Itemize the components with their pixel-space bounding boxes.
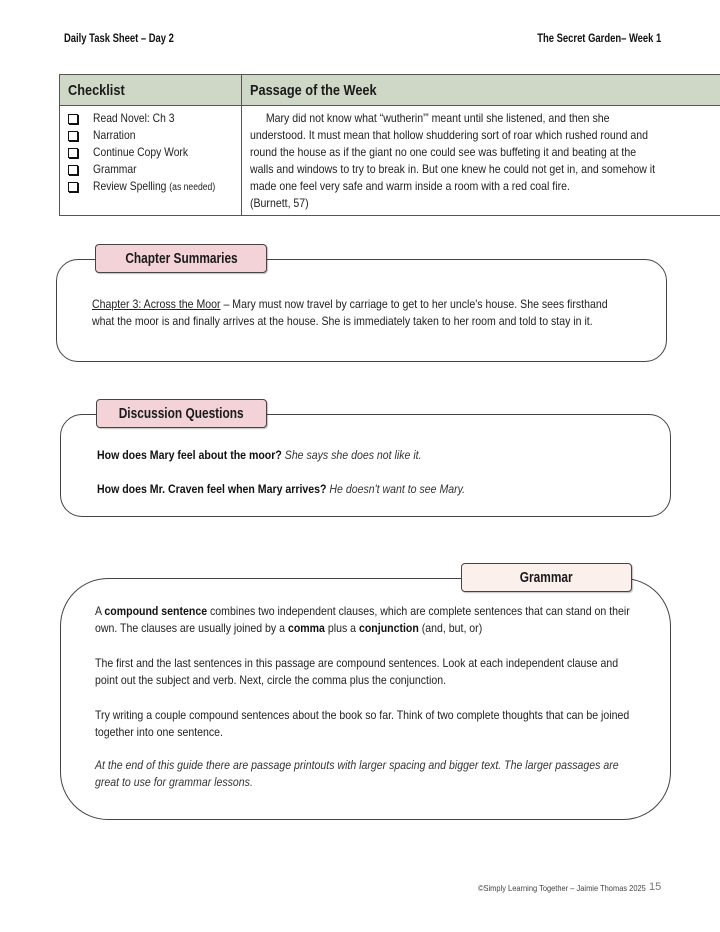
checklist-header: Checklist bbox=[60, 75, 242, 106]
discussion-questions-title: Discussion Questions bbox=[119, 405, 244, 422]
checkbox-icon[interactable] bbox=[68, 182, 78, 192]
passage-text: Mary did not know what “wutherin'” meant until she listened, and then she understood. It must mean that hollow shuddering sort of roar which rushed round and round the house as if the giant no one could see was buffeting it and beating at the walls and windows to try to break in. But one knew he could not get in, and somehow it made one feel very safe and warm inside a room with a red coal fire. (Burnett, 57) bbox=[250, 111, 656, 210]
checklist-item[interactable] bbox=[68, 127, 235, 144]
checkbox-icon[interactable] bbox=[68, 114, 78, 124]
chapter-summaries-title: Chapter Summaries bbox=[124, 250, 238, 267]
grammar-paragraph-3: Try writing a couple compound sentences about the book so far. Think of two complete thoughts that can be joined together into one sentence. bbox=[95, 708, 630, 739]
checklist bbox=[68, 110, 235, 195]
answer-text: He doesn't want to see Mary. bbox=[329, 482, 466, 496]
checklist-cell bbox=[60, 106, 242, 216]
term-comma: comma bbox=[287, 621, 325, 635]
discussion-question bbox=[97, 447, 625, 464]
checklist-item[interactable] bbox=[68, 178, 235, 195]
passage-citation: (Burnett, 57) bbox=[250, 196, 309, 210]
checklist-item-label: Read Novel: Ch 3 bbox=[93, 111, 175, 125]
chapter-summary: – Mary must now travel by carriage to get to her uncle's house. She sees firsthand what the moor is and finally arrives at the house. She is immediately taken to her room and told to stay in it. bbox=[92, 297, 608, 328]
grammar-tag bbox=[461, 563, 632, 592]
book-week-title: The Secret Garden– Week 1 bbox=[536, 33, 661, 45]
term-conjunction: conjunction bbox=[358, 621, 419, 635]
checklist-item-label: Narration bbox=[93, 128, 136, 142]
passage-cell bbox=[242, 106, 720, 216]
page-number: 15 bbox=[649, 881, 662, 893]
checklist-passage-table bbox=[59, 74, 720, 216]
question-text: How does Mr. Craven feel when Mary arrives? bbox=[97, 482, 327, 496]
grammar-title: Grammar bbox=[520, 569, 573, 586]
chapter-label: Chapter 3: Across the Moor bbox=[92, 297, 221, 311]
checkbox-icon[interactable] bbox=[68, 148, 78, 158]
grammar-paragraph-2: The first and the last sentences in this passage are compound sentences. Look at each independent clause and point out the subject and verb. Next, circle the comma plus the conjunction. bbox=[95, 656, 619, 687]
discussion-questions-tag bbox=[96, 399, 267, 428]
question-text: How does Mary feel about the moor? bbox=[97, 448, 282, 462]
answer-text: She says she does not like it. bbox=[284, 448, 422, 462]
checklist-item[interactable] bbox=[68, 110, 235, 127]
checkbox-icon[interactable] bbox=[68, 165, 78, 175]
chapter-summary-text bbox=[92, 296, 624, 330]
checklist-item-note: (as needed) bbox=[169, 181, 216, 193]
copyright-text: ©Simply Learning Together – Jaimie Thomas 2025 bbox=[478, 883, 646, 893]
term-compound-sentence: compound sentence bbox=[104, 604, 208, 618]
passage-header: Passage of the Week bbox=[242, 75, 720, 106]
checklist-item-label: Grammar bbox=[93, 162, 137, 176]
checklist-item-label: Continue Copy Work bbox=[93, 145, 189, 159]
discussion-questions-frame bbox=[60, 414, 671, 517]
checklist-item[interactable] bbox=[68, 144, 235, 161]
checklist-item-label: Review Spelling bbox=[93, 178, 167, 193]
checklist-item[interactable] bbox=[68, 161, 235, 178]
grammar-paragraph-1: A compound sentence combines two independent clauses, which are complete sentences that can stand on their own. The clauses are usually joined by a comma plus a conjunction (and, but, or) bbox=[95, 604, 630, 635]
checkbox-icon[interactable] bbox=[68, 131, 78, 141]
grammar-note: At the end of this guide there are passage printouts with larger spacing and bigger text. The larger passages are great to use for grammar lessons. bbox=[95, 758, 619, 789]
discussion-question bbox=[97, 481, 625, 498]
chapter-summaries-tag bbox=[95, 244, 267, 273]
sheet-title: Daily Task Sheet – Day 2 bbox=[64, 33, 174, 45]
